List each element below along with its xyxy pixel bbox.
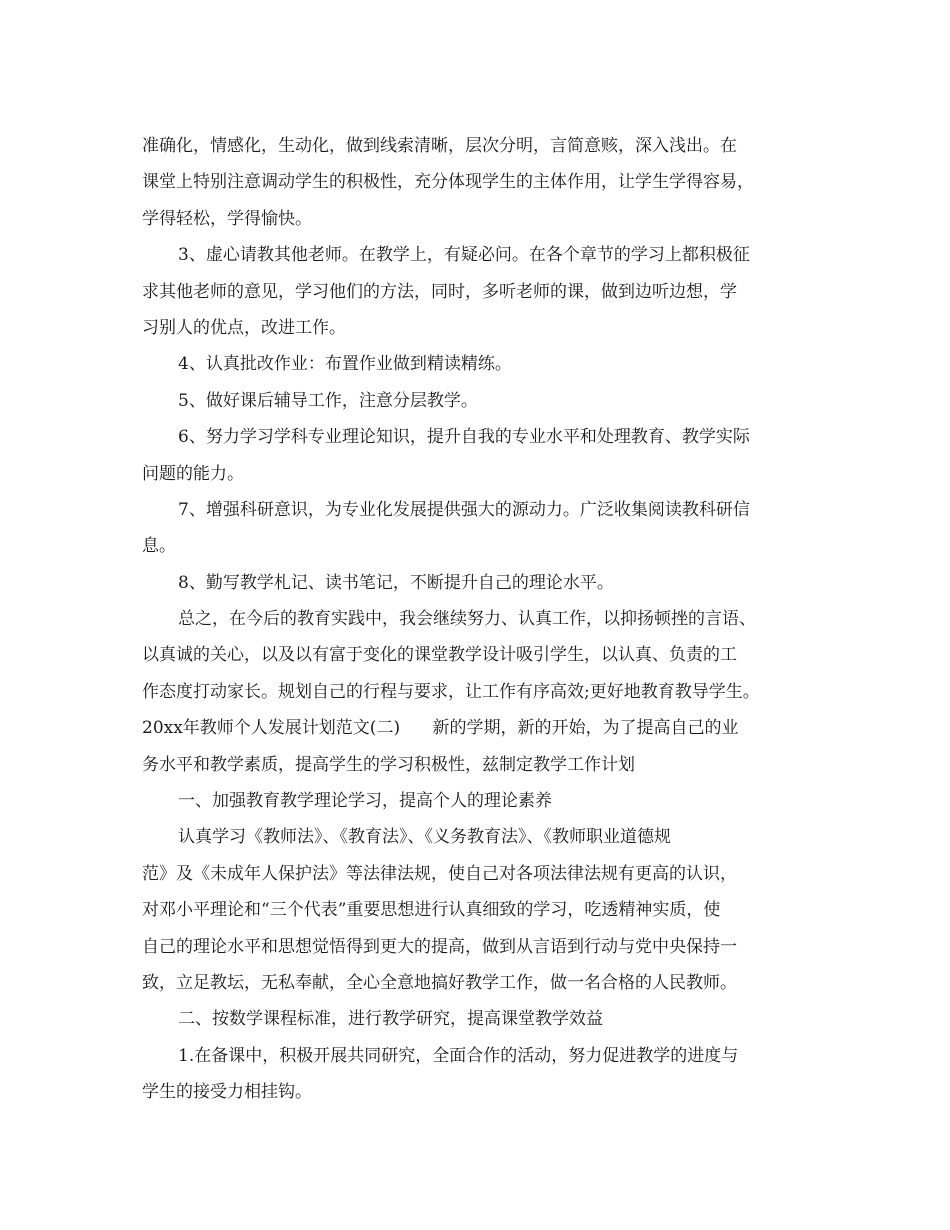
text-line: 一、加强教育教学理论学习，提高个人的理论素养 xyxy=(178,791,552,812)
text-line: 求其他老师的意见，学习他们的方法，同时，多听老师的课，做到边听边想，学 xyxy=(142,281,737,302)
text-line: 范》及《未成年人保护法》等法律法规，使自己对各项法律法规有更高的认识， xyxy=(142,863,737,884)
text-line: 对邓小平理论和“三个代表”重要思想进行认真细致的学习，吃透精神实质，使 xyxy=(142,900,721,921)
text-line: 认真学习《教师法》、《教育法》、《义务教育法》、《教师职业道德规 xyxy=(178,827,671,848)
text-line: 致，立足教坛，无私奉献，全心全意地搞好教学工作，做一名合格的人民教师。 xyxy=(142,972,737,993)
text-line: 5、做好课后辅导工作，注意分层教学。 xyxy=(178,390,478,411)
text-line: 自己的理论水平和思想觉悟得到更大的提高，做到从言语到行动与党中央保持一 xyxy=(142,936,737,957)
text-line: 问题的能力。 xyxy=(142,463,244,484)
text-line: 总之，在今后的教育实践中，我会继续努力、认真工作，以抑扬顿挫的言语、 xyxy=(178,609,756,630)
text-line: 3、虚心请教其他老师。在教学上，有疑必问。在各个章节的学习上都积极征 xyxy=(178,245,750,266)
text-line: 准确化，情感化，生动化，做到线索清晰，层次分明，言简意赅，深入浅出。在 xyxy=(142,136,737,156)
document-body xyxy=(142,128,822,1111)
text-line: 息。 xyxy=(142,536,176,557)
text-line: 学生的接受力相挂钩。 xyxy=(142,1082,312,1103)
text-line: 作态度打动家长。规划自己的行程与要求，让工作有序高效;更好地教育教导学生。 xyxy=(142,681,760,702)
text-line: 8、勤写教学札记、读书笔记，不断提升自己的理论水平。 xyxy=(178,572,614,593)
text-line: 务水平和教学素质，提高学生的学习积极性，兹制定教学工作计划 xyxy=(142,754,635,775)
text-line: 二、按数学课程标准，进行教学研究，提高课堂教学效益 xyxy=(178,1009,603,1030)
text-line: 7、增强科研意识，为专业化发展提供强大的源动力。广泛收集阅读教科研信 xyxy=(178,499,750,520)
text-line: 以真诚的关心，以及以有富于变化的课堂教学设计吸引学生，以认真、负责的工 xyxy=(142,645,737,666)
text-line: 课堂上特别注意调动学生的积极性，充分体现学生的主体作用，让学生学得容易， xyxy=(142,172,754,193)
text-line: 4、认真批改作业：布置作业做到精读精练。 xyxy=(178,354,512,375)
text-line: 6、努力学习学科专业理论知识，提升自我的专业水平和处理教育、教学实际 xyxy=(178,427,750,448)
text-line: 学得轻松，学得愉快。 xyxy=(142,208,312,229)
text-line: 20xx年教师个人发展计划范文(二) 新的学期，新的开始，为了提高自己的业 xyxy=(142,718,739,739)
text-line: 习别人的优点，改进工作。 xyxy=(142,317,346,338)
text-line: 1.在备课中，积极开展共同研究，全面合作的活动，努力促进教学的进度与 xyxy=(178,1045,739,1066)
